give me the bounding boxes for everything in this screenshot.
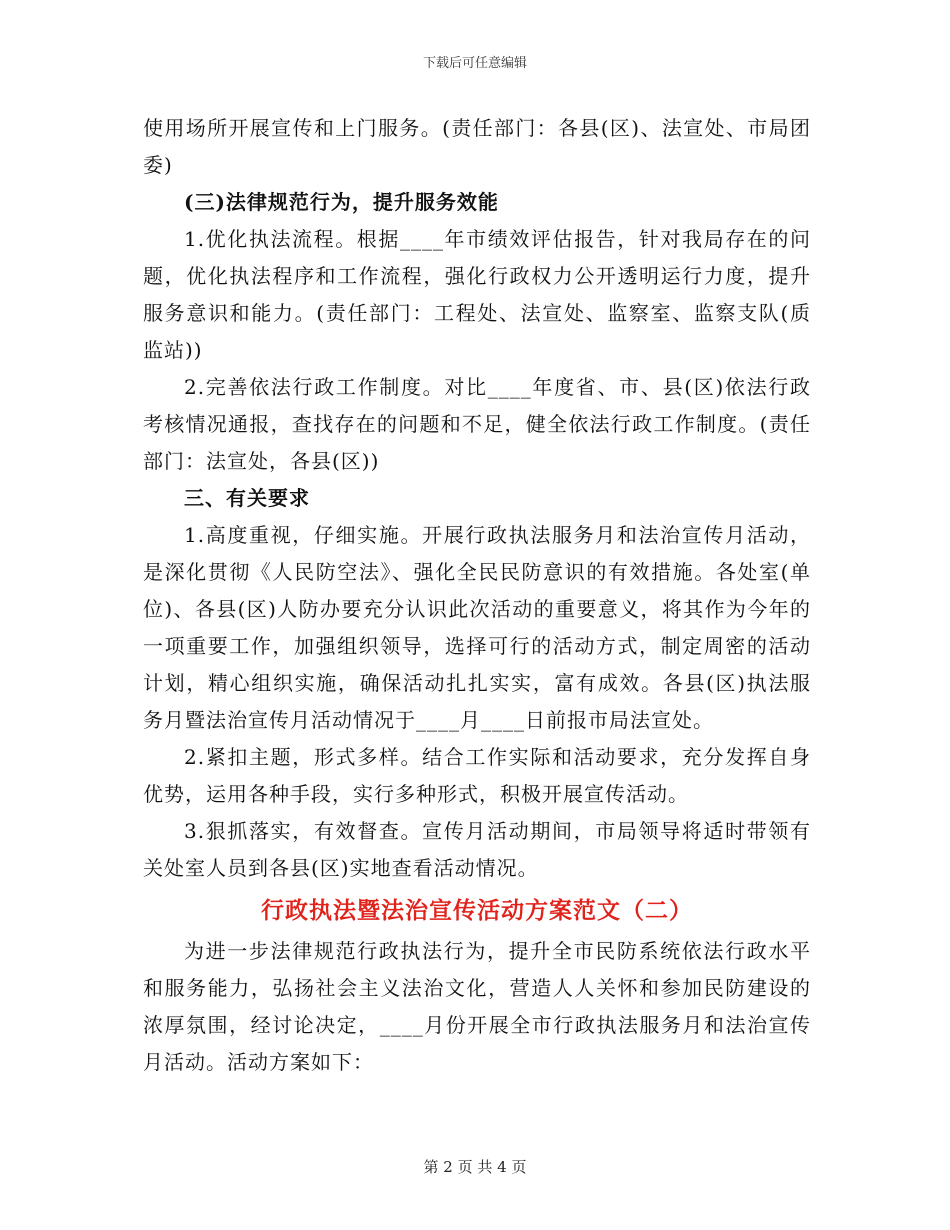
paragraph-requirement-2: 2.紧扣主题，形式多样。结合工作实际和活动要求，充分发挥自身优势，运用各种手段，实行多种形式，积极开展宣传活动。 bbox=[143, 745, 811, 806]
paragraph-intro-2: 为进一步法律规范行政执法行为，提升全市民防系统依法行政水平和服务能力，弘扬社会主义法治文化，营造人人关怀和参加民防建设的浓厚氛围，经讨论决定，____月份开展全市行政执法服务月和法治宣传月活动。活动方案如下： bbox=[143, 939, 811, 1074]
document-body bbox=[143, 110, 811, 1081]
paragraph-improve-system: 2.完善依法行政工作制度。对比____年度省、市、县(区)依法行政考核情况通报，查找存在的问题和不足，健全依法行政工作制度。(责任部门：法宣处，各县(区)) bbox=[143, 375, 811, 473]
page-header: 下载后可任意编辑 bbox=[422, 56, 527, 71]
document-title-2: 行政执法暨法治宣传活动方案范文（二） bbox=[261, 897, 693, 924]
section-heading-3: (三)法律规范行为，提升服务效能 bbox=[184, 190, 499, 214]
paragraph-requirement-1: 1.高度重视，仔细实施。开展行政执法服务月和法治宣传月活动，是深化贯彻《人民防空法》、强化全民民防意识的有效措施。各处室(单位)、各县(区)人防办要充分认识此次活动的重要意义，将其作为今年的一项重要工作，加强组织领导，选择可行的活动方式，制定周密的活动计划，精心组织实施，确保活动扎扎实实，富有成效。各县(区)执法服务月暨法治宣传月活动情况于____月____日前报市局法宣处。 bbox=[143, 523, 811, 732]
page-footer: 第 2 页 共 4 页 bbox=[423, 1158, 527, 1176]
paragraph-requirement-3: 3.狠抓落实，有效督查。宣传月活动期间，市局领导将适时带领有关处室人员到各县(区)实地查看活动情况。 bbox=[143, 819, 811, 880]
section-heading-requirements: 三、有关要求 bbox=[184, 486, 310, 510]
paragraph-continuation: 使用场所开展宣传和上门服务。(责任部门：各县(区)、法宣处、市局团委) bbox=[143, 116, 811, 177]
paragraph-optimize-process: 1.优化执法流程。根据____年市绩效评估报告，针对我局存在的问题，优化执法程序和工作流程，强化行政权力公开透明运行力度，提升服务意识和能力。(责任部门：工程处、法宣处、监察室、监察支队(质监站)) bbox=[143, 227, 811, 362]
